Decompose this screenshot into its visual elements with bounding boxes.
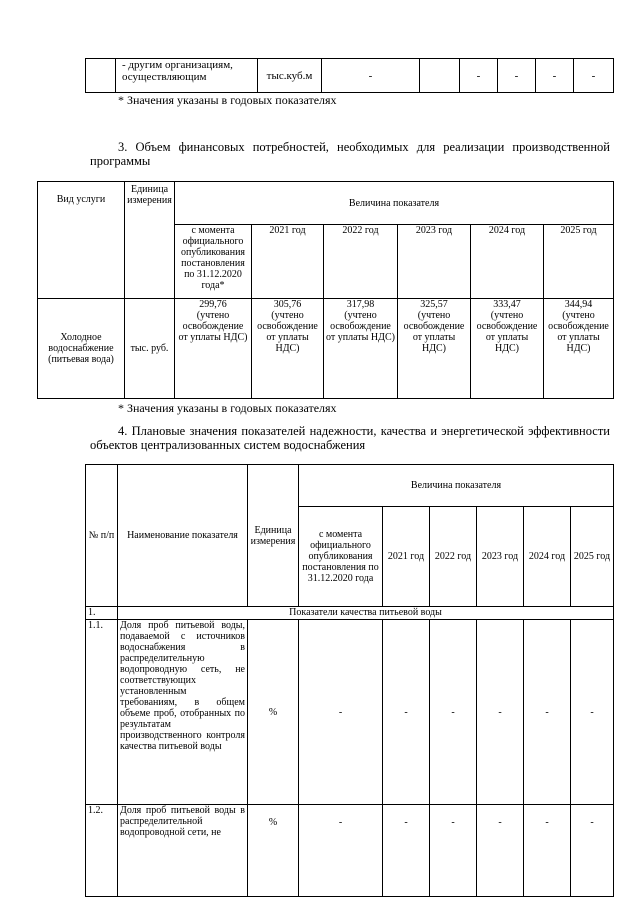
row-value: -: [430, 805, 477, 897]
row-value: -: [524, 620, 571, 805]
amount-cell: [252, 299, 324, 399]
section-3-heading: 3. Объем финансовых потребностей, необходимых для реализации производственной программы: [90, 140, 610, 168]
vat-note: (учтено освобождение от уплаты НДС): [326, 310, 395, 343]
amount-value: 305,76: [273, 299, 302, 310]
finance-table: [37, 181, 614, 399]
top-row-value: -: [536, 59, 574, 93]
amount-cell: [324, 299, 398, 399]
col-header-unit: Единица измерения: [125, 182, 175, 299]
row-name: Доля проб питьевой воды, подаваемой с источников водоснабжения в распределительную водопроводную сеть, не соответствующих установленным требованиям, в общем объеме проб, отобранных по результатам производственного контроля качества питьевой воды: [118, 620, 248, 805]
vat-note: (учтено освобождение от уплаты НДС): [548, 310, 609, 354]
vat-note: (учтено освобождение от уплаты НДС): [178, 310, 248, 343]
period-header: 2024 год: [471, 225, 544, 299]
period-header: 2023 год: [477, 507, 524, 607]
indicators-table: [85, 464, 614, 897]
top-row-num: [86, 59, 116, 93]
col-header-num: № п/п: [86, 465, 118, 607]
amount-cell: [175, 299, 252, 399]
amount-cell: [398, 299, 471, 399]
top-row-value: -: [574, 59, 614, 93]
period-header: 2025 год: [571, 507, 614, 607]
row-unit: %: [248, 805, 299, 897]
top-row-name: - другим организациям, осуществляющим: [116, 59, 258, 93]
row-name: Доля проб питьевой воды в распределительной водопроводной сети, не: [118, 805, 248, 897]
top-row-value: -: [460, 59, 498, 93]
row-value: -: [299, 620, 383, 805]
period-header: 2025 год: [544, 225, 614, 299]
vat-note: (учтено освобождение от уплаты НДС): [476, 310, 538, 354]
col-header-service: Вид услуги: [38, 182, 125, 299]
col-header-unit: Единица измерения: [248, 465, 299, 607]
top-row-value: -: [498, 59, 536, 93]
period-header: 2023 год: [398, 225, 471, 299]
period-header: 2021 год: [383, 507, 430, 607]
top-table: [85, 58, 614, 93]
col-header-value: Величина показателя: [299, 465, 614, 507]
period-header: 2022 год: [430, 507, 477, 607]
row-value: -: [299, 805, 383, 897]
row-value: -: [524, 805, 571, 897]
top-row-unit: тыс.куб.м: [258, 59, 322, 93]
amount-value: 344,94: [564, 299, 593, 310]
row-value: -: [430, 620, 477, 805]
vat-note: (учтено освобождение от уплаты НДС): [403, 310, 465, 354]
amount-cell: [471, 299, 544, 399]
row-value: -: [571, 805, 614, 897]
amount-cell: [544, 299, 614, 399]
row-num: 1.2.: [86, 805, 118, 897]
amount-value: 333,47: [493, 299, 521, 310]
footnote: * Значения указаны в годовых показателях: [118, 93, 337, 107]
row-unit: %: [248, 620, 299, 805]
group-num: 1.: [86, 607, 118, 620]
row-value: -: [477, 805, 524, 897]
period-header: 2022 год: [324, 225, 398, 299]
period-header: 2024 год: [524, 507, 571, 607]
footnote: * Значения указаны в годовых показателях: [118, 401, 337, 415]
top-row-value: [420, 59, 460, 93]
section-4-heading: 4. Плановые значения показателей надежности, качества и энергетической эффективности объектов централизованных систем водоснабжения: [90, 424, 610, 452]
row-num: 1.1.: [86, 620, 118, 805]
service-name: Холодное водоснабжение (питьевая вода): [38, 299, 125, 399]
col-header-value: Величина показателя: [175, 182, 614, 225]
amount-value: 317,98: [346, 299, 375, 310]
amount-value: 299,76: [199, 299, 227, 310]
top-row-value: -: [322, 59, 420, 93]
row-value: -: [571, 620, 614, 805]
group-title: Показатели качества питьевой воды: [118, 607, 614, 620]
period-header: с момента официального опубликования постановления по 31.12.2020 года*: [175, 225, 252, 299]
col-header-name: Наименование показателя: [118, 465, 248, 607]
period-header: 2021 год: [252, 225, 324, 299]
amount-value: 325,57: [420, 299, 448, 310]
row-value: -: [383, 620, 430, 805]
vat-note: (учтено освобождение от уплаты НДС): [257, 310, 318, 354]
row-value: -: [477, 620, 524, 805]
row-value: -: [383, 805, 430, 897]
service-unit: тыс. руб.: [125, 299, 175, 399]
period-header: с момента официального опубликования постановления по 31.12.2020 года: [299, 507, 383, 607]
